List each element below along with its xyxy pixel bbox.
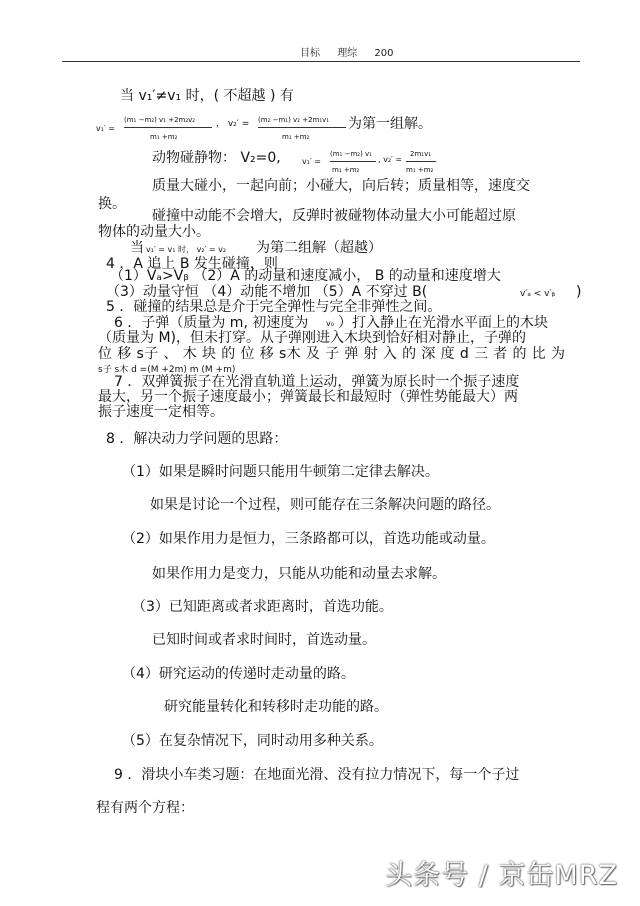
line-14: （质量为 M)，但未打穿。从子弹刚进入木块到恰好相对静止，子弹的 — [98, 330, 526, 346]
header-page: 200 — [374, 48, 394, 59]
line-30: 程有两个方程： — [96, 800, 194, 816]
line-24: （3）已知距离或者求距离时，首选功能。 — [132, 599, 393, 615]
line-3-v2-label: , v₂′ = — [378, 155, 403, 164]
line-3-v1-label: v₁′ = — [302, 157, 322, 166]
formula-num-2: (m₂ −m₁) v₂ +2m₁v₁ — [258, 116, 330, 124]
line-19: 8 ．解决动力学问题的思路： — [106, 431, 288, 447]
line-22: （2）如果作用力是恒力，三条路都可以，首选功能或动量。 — [122, 531, 495, 547]
line-4: 质量大碰小，一起向前；小碰大，向后转；质量相等，速度交 — [152, 178, 530, 194]
fraction-bar-2 — [258, 127, 346, 128]
line-3-prefix: 动物碰静物： V₂=0, — [152, 150, 281, 166]
line-29: 9 ．滑块小车类习题：在地面光滑、没有拉力情况下，每一个子过 — [114, 767, 520, 783]
line-7: 物体的动量大小。 — [98, 224, 210, 240]
line-27: 研究能量转化和转移时走功能的路。 — [164, 699, 388, 715]
line-23: 如果作用力是变力，只能从功能和动量去求解。 — [152, 566, 446, 582]
line-12: 5 ．碰撞的结果总是介于完全弹性与完全非弹性之间。 — [106, 299, 442, 315]
line-9: 4 ．A 追上 B 发生碰撞，则 — [106, 256, 278, 272]
line-18: 振子速度一定相等。 — [98, 404, 224, 420]
header-left: 目标 — [300, 48, 320, 59]
line-17: 最大，另一个振子速度最小；弹簧最长和最短时（弹性势能最大）两 — [98, 389, 518, 405]
line-15: 位 移 s子 、 木 块 的 位 移 s木 及 子 弹 射 入 的 深 度 d 三 者 的 比 为 — [98, 346, 566, 362]
line-16b: 7 ．双弹簧振子在光滑直轨道上运动，弹簧为原长时一个振子速度 — [114, 374, 520, 390]
line-6: 碰撞中动能不会增大，反弹时被碰物体动量大小可能超过原 — [152, 208, 516, 224]
header-rule — [62, 61, 580, 62]
line-21: 如果是讨论一个过程，则可能存在三条解决问题的路径。 — [150, 497, 500, 513]
line-1: 当 v₁′≠v₁ 时，( 不超越 ) 有 — [120, 88, 294, 104]
line-3-num-2: 2m₁v₁ — [410, 150, 432, 158]
fraction-bar-4 — [406, 161, 436, 162]
formula-num-1: (m₁ −m₂) v₁ +2m₂v₂ — [124, 116, 196, 124]
fraction-bar-1 — [124, 127, 212, 128]
line-8b: v₁′ = v₁ 时， v₂′ = v₂ — [146, 245, 227, 254]
line-28: （5）在复杂情况下，同时动用多种关系。 — [122, 733, 383, 749]
line-8a: 当 — [130, 240, 144, 256]
formula-tail: 为第一组解。 — [348, 116, 432, 132]
header-middle: 理综 — [337, 48, 358, 59]
line-8c: 为第二组解（超越） — [256, 240, 382, 256]
formula-den-1: m₁ +m₂ — [150, 133, 178, 141]
watermark: 头条号 / 京缶MRZ — [385, 860, 618, 891]
line-11a: （3）动量守恒 （4）动能不增加 （5）A 不穿过 B( — [106, 284, 428, 300]
line-3-den-2: m₁ +m₂ — [406, 166, 434, 174]
fraction-bar-3 — [330, 161, 376, 162]
line-20: （1）如果是瞬时问题只能用牛顿第二定律去解决。 — [122, 464, 439, 480]
line-13b: v₀ — [326, 319, 334, 328]
line-10: （1）Vₐ>Vᵦ （2）A 的动量和速度减小， B 的动量和速度增大 — [110, 268, 501, 284]
line-13c: ）打入静止在光滑水平面上的木块 — [338, 315, 548, 331]
line-5: 换。 — [98, 196, 126, 212]
line-11c: ) — [576, 284, 582, 300]
formula-v2-label: ， v₂′ = — [216, 119, 250, 129]
line-16a: s子 s木 d =(M +2m) m (M +m) — [98, 365, 236, 375]
line-3-num-1: (m₁ −m₂) v₁ — [330, 150, 372, 158]
page-header — [300, 44, 407, 59]
line-11b: v′ₐ < v′ᵦ — [520, 289, 556, 299]
line-3-den-1: m₁ +m₂ — [332, 166, 360, 174]
line-26: （4）研究运动的传递时走动量的路。 — [122, 666, 355, 682]
line-25: 已知时间或者求时间时，首选动量。 — [152, 632, 376, 648]
formula-den-2: m₁ +m₂ — [282, 133, 310, 141]
line-13a: 6 ．子弹（质量为 m, 初速度为 — [114, 315, 309, 331]
formula-v1-label: v₁′ = — [96, 124, 116, 133]
